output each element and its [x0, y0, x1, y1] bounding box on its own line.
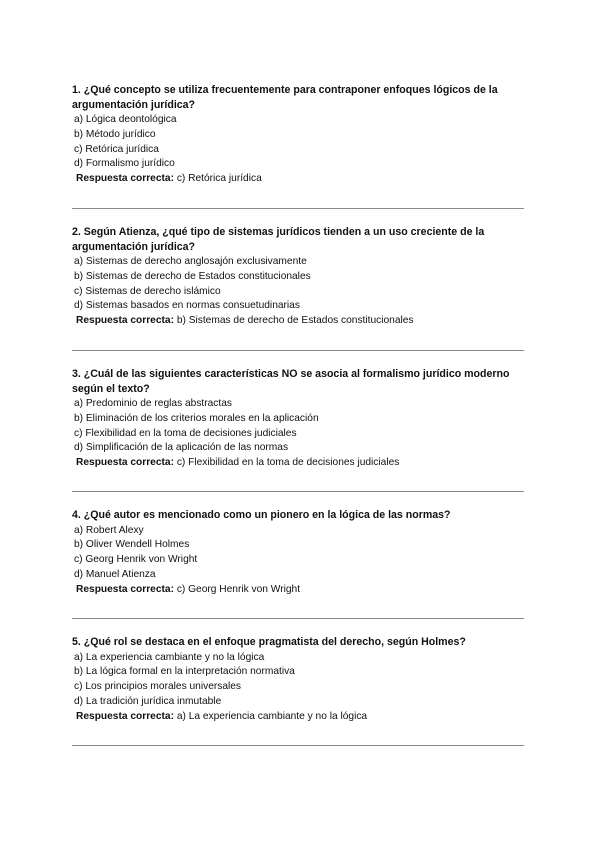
answer-label: Respuesta correcta: — [76, 173, 174, 185]
option-d: d) Simplificación de la aplicación de las normas — [74, 442, 289, 454]
answer-label: Respuesta correcta: — [76, 457, 174, 469]
separator-line — [72, 618, 524, 619]
answer-label: Respuesta correcta: — [76, 315, 174, 327]
answer-value: a) La experiencia cambiante y no la lógica — [176, 710, 368, 722]
option-a: a) Predominio de reglas abstractas — [74, 398, 232, 409]
separator-line — [72, 745, 524, 746]
correct-answer — [72, 172, 524, 187]
option-b: b) Sistemas de derecho de Estados constitucionales — [74, 270, 311, 282]
separator-line — [72, 208, 524, 209]
option-c: c) Retórica jurídica — [74, 143, 159, 155]
question-2 — [72, 225, 524, 329]
question-5 — [72, 635, 524, 724]
option-c: c) Sistemas de derecho islámico — [74, 285, 221, 297]
answer-label: Respuesta correcta: — [76, 583, 174, 595]
answer-value: b) Sistemas de derecho de Estados constitucionales — [176, 315, 414, 327]
question-title: 5. ¿Qué rol se destaca en el enfoque pragmatista del derecho, según Holmes? — [72, 636, 466, 648]
correct-answer — [72, 583, 524, 598]
option-b: b) Oliver Wendell Holmes — [74, 539, 190, 551]
option-a: a) La experiencia cambiante y no la lógica — [74, 651, 265, 663]
correct-answer — [72, 456, 524, 471]
option-c: c) Georg Henrik von Wright — [74, 554, 198, 566]
option-c: c) Flexibilidad en la toma de decisiones judiciales — [74, 427, 297, 439]
option-b: b) La lógica formal en la interpretación normativa — [74, 666, 295, 678]
question-1 — [72, 83, 524, 187]
answer-label: Respuesta correcta: — [76, 710, 174, 722]
option-b: b) Método jurídico — [74, 128, 156, 140]
separator-line — [72, 350, 524, 351]
question-title: 2. Según Atienza, ¿qué tipo de sistemas jurídicos tienden a un uso creciente de la argumentación jurídica? — [72, 226, 485, 253]
option-d: d) Manuel Atienza — [74, 568, 156, 580]
option-a: a) Sistemas de derecho anglosajón exclusivamente — [74, 256, 307, 267]
separator-line — [72, 491, 524, 492]
question-title: 3. ¿Cuál de las siguientes características NO se asocia al formalismo jurídico moderno según el texto? — [72, 368, 510, 395]
option-b: b) Eliminación de los criterios morales en la aplicación — [74, 412, 319, 424]
correct-answer — [72, 314, 524, 329]
answer-value: c) Retórica jurídica — [176, 173, 262, 185]
question-3 — [72, 367, 524, 471]
option-a: a) Robert Alexy — [74, 524, 144, 536]
answer-value: c) Flexibilidad en la toma de decisiones judiciales — [176, 457, 400, 469]
option-a: a) Lógica deontológica — [74, 114, 177, 125]
option-c: c) Los principios morales universales — [74, 681, 242, 693]
option-d: d) Sistemas basados en normas consuetudinarias — [74, 300, 300, 312]
question-4 — [72, 508, 524, 597]
option-d: d) Formalismo jurídico — [74, 158, 175, 170]
question-title: 4. ¿Qué autor es mencionado como un pionero en la lógica de las normas? — [72, 509, 451, 521]
option-d: d) La tradición jurídica inmutable — [74, 695, 222, 707]
question-title: 1. ¿Qué concepto se utiliza frecuentemente para contraponer enfoques lógicos de la argumentación jurídica? — [72, 84, 498, 111]
answer-value: c) Georg Henrik von Wright — [176, 583, 301, 595]
correct-answer — [72, 710, 524, 725]
